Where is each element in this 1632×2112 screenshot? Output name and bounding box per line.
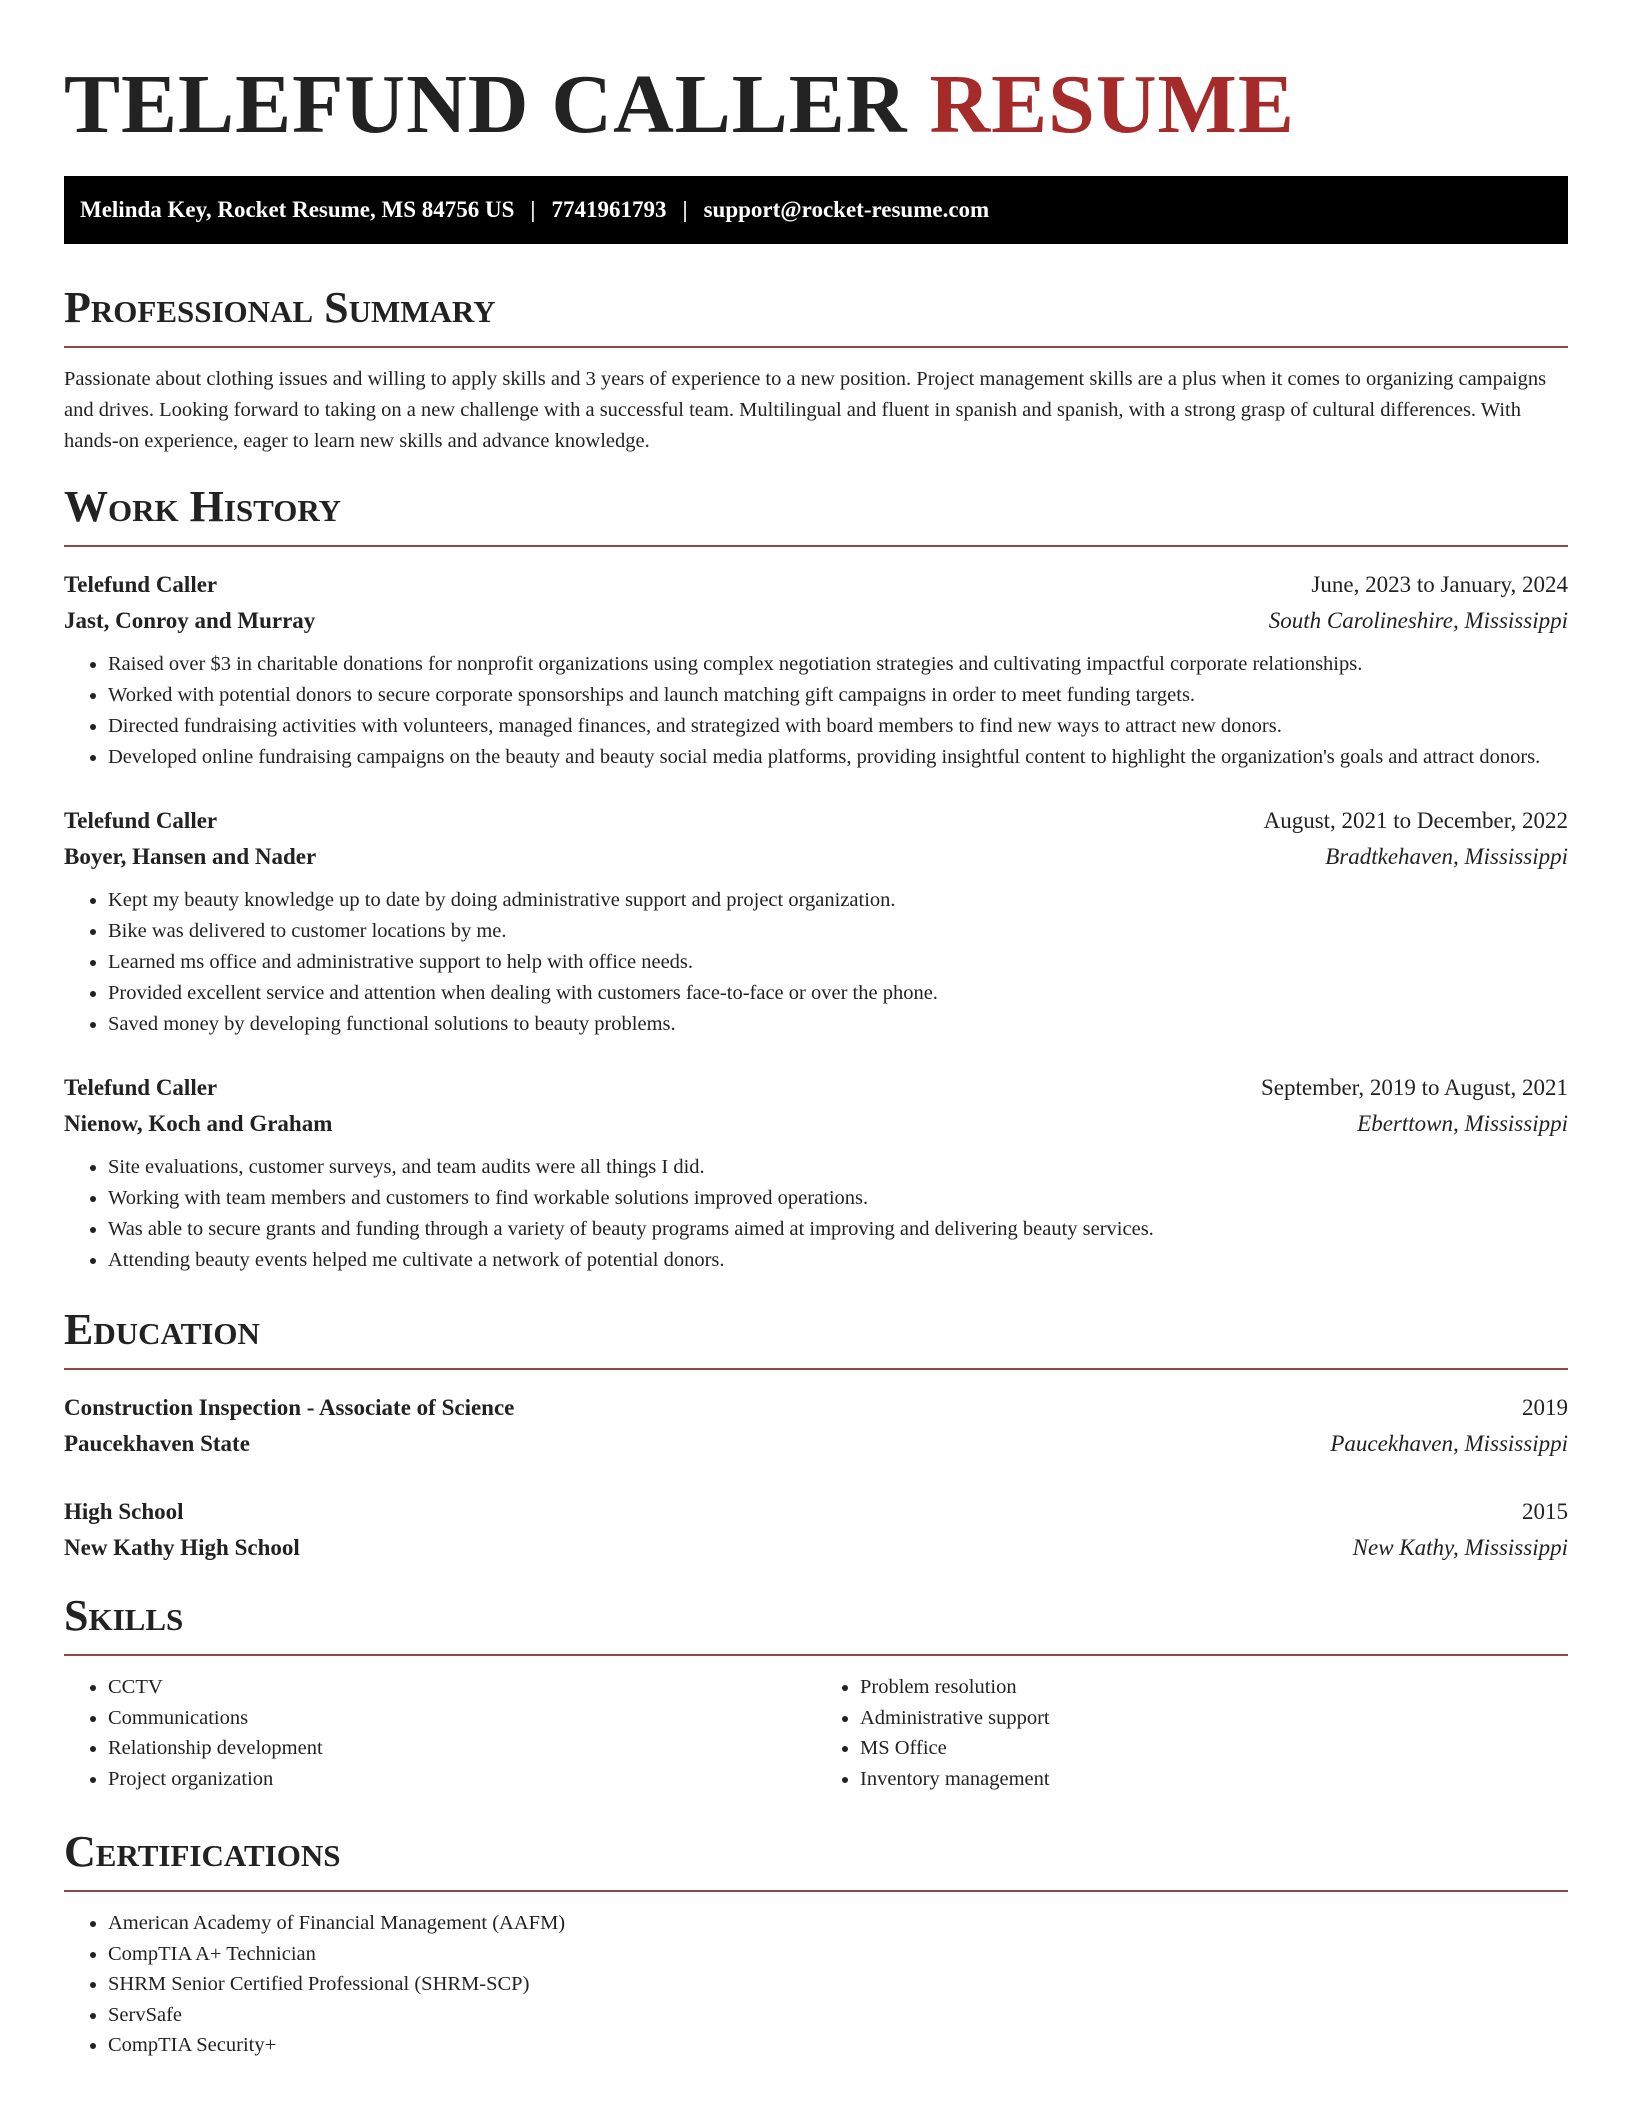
education-location: Paucekhaven, Mississippi [1330,1431,1568,1456]
job-title: Telefund Caller [64,572,218,597]
job-company: Jast, Conroy and Murray [64,608,316,633]
contact-separator: | [682,197,688,222]
section-divider [64,346,1568,348]
job-location: South Carolineshire, Mississippi [1268,608,1568,633]
section-divider [64,1368,1568,1370]
job-title-row [64,803,1568,839]
education-section [64,1304,1568,1566]
job-bullet: • Saved money by developing functional solutions to beauty problems. [108,1009,1568,1040]
skill-item: • Relationship development [108,1733,816,1764]
education-year: 2019 [1522,1395,1568,1420]
job-bullet: • Was able to secure grants and funding through a variety of beauty programs aimed at improving and delivering beauty services. [108,1214,1568,1245]
skills-grid [64,1672,1568,1794]
skill-item: • Inventory management [860,1764,1568,1795]
summary-heading: Professional Summary [64,283,496,332]
education-degree-row [64,1494,1568,1530]
job-title-row [64,567,1568,603]
section-divider [64,1654,1568,1656]
skills-column-right [816,1672,1568,1794]
job-title-row [64,1070,1568,1106]
summary-text: Passionate about clothing issues and willing to apply skills and 3 years of experience to a new position. Project management skills are a plus when it comes to organizing campaigns and drives. Looking forward to taking on a new challenge with a successful team. Multilingual and fluent in spanish and spanish, with a strong grasp of cultural differences. With hands-on experience, eager to learn new skills and advance knowledge. [64,368,1547,452]
job-dates: September, 2019 to August, 2021 [1260,1075,1568,1100]
summary-section [64,282,1568,457]
skill-item: • Administrative support [860,1703,1568,1734]
job-bullet: • Attending beauty events helped me cultivate a network of potential donors. [108,1245,1568,1276]
skills-heading: Skills [64,1591,184,1640]
work-history-section [64,481,1568,1276]
job-bullets [64,885,1568,1040]
job-location: Bradtkehaven, Mississippi [1325,844,1568,869]
job-bullet: • Kept my beauty knowledge up to date by doing administrative support and project organization. [108,885,1568,916]
contact-address: Melinda Key, Rocket Resume, MS 84756 US [80,197,515,222]
job-company: Boyer, Hansen and Nader [64,844,317,869]
education-school: New Kathy High School [64,1535,300,1560]
job-title: Telefund Caller [64,808,218,833]
education-school: Paucekhaven State [64,1431,250,1456]
certification-item: • CompTIA Security+ [108,2030,1568,2061]
job-company: Nienow, Koch and Graham [64,1111,333,1136]
education-school-row [64,1426,1568,1462]
certifications-list [64,1908,1568,2061]
job-bullet: • Raised over $3 in charitable donations for nonprofit organizations using complex negotiation strategies and cultivating impactful corporate relationships. [108,649,1568,680]
job-bullet: • Worked with potential donors to secure corporate sponsorships and launch matching gift campaigns in order to meet funding targets. [108,680,1568,711]
job-bullet: • Provided excellent service and attention when dealing with customers face-to-face or over the phone. [108,978,1568,1009]
skills-section [64,1590,1568,1794]
job-bullets [64,649,1568,773]
contact-bar [64,176,1568,244]
job-bullet: • Working with team members and customers to find workable solutions improved operations. [108,1183,1568,1214]
contact-separator: | [530,197,536,222]
education-degree: Construction Inspection - Associate of Science [64,1395,515,1420]
job-location: Eberttown, Mississippi [1357,1111,1568,1136]
education-degree-row [64,1390,1568,1426]
skill-item: • Communications [108,1703,816,1734]
job-entry [64,567,1568,773]
education-heading: Education [64,1305,260,1354]
job-entry [64,1070,1568,1276]
skill-item: • Project organization [108,1764,816,1795]
job-bullet: • Bike was delivered to customer locations by me. [108,916,1568,947]
education-degree: High School [64,1499,184,1524]
job-bullet: • Learned ms office and administrative support to help with office needs. [108,947,1568,978]
education-location: New Kathy, Mississippi [1352,1535,1568,1560]
contact-phone[interactable]: 7741961793 [551,197,667,222]
section-divider [64,545,1568,547]
skill-item: • MS Office [860,1733,1568,1764]
education-school-row [64,1530,1568,1566]
certifications-section [64,1826,1568,2061]
job-bullets [64,1152,1568,1276]
education-entry [64,1390,1568,1462]
title-main: TELEFUND CALLER [64,58,908,151]
job-company-row [64,839,1568,875]
skill-item: • CCTV [108,1672,816,1703]
education-entry [64,1494,1568,1566]
title-accent: RESUME [929,58,1295,151]
job-bullet: • Developed online fundraising campaigns on the beauty and beauty social media platforms, providing insightful content to highlight the organization's goals and attract donors. [108,742,1568,773]
work-history-heading: Work History [64,482,342,531]
section-divider [64,1890,1568,1892]
job-company-row [64,603,1568,639]
skills-column-left [64,1672,816,1794]
skill-item: • Problem resolution [860,1672,1568,1703]
job-bullet: • Directed fundraising activities with volunteers, managed finances, and strategized with board members to find new ways to attract new donors. [108,711,1568,742]
certifications-heading: Certifications [64,1827,341,1876]
job-bullet: • Site evaluations, customer surveys, and team audits were all things I did. [108,1152,1568,1183]
job-title: Telefund Caller [64,1075,218,1100]
job-dates: August, 2021 to December, 2022 [1263,808,1568,833]
certification-item: • SHRM Senior Certified Professional (SHRM-SCP) [108,1969,1568,2000]
certification-item: • ServSafe [108,2000,1568,2031]
job-dates: June, 2023 to January, 2024 [1311,572,1568,597]
certification-item: • CompTIA A+ Technician [108,1939,1568,1970]
resume-title [64,0,1568,155]
job-entry [64,803,1568,1040]
education-year: 2015 [1522,1499,1568,1524]
contact-email[interactable]: support@rocket-resume.com [703,197,990,222]
job-company-row [64,1106,1568,1142]
certification-item: • American Academy of Financial Management (AAFM) [108,1908,1568,1939]
